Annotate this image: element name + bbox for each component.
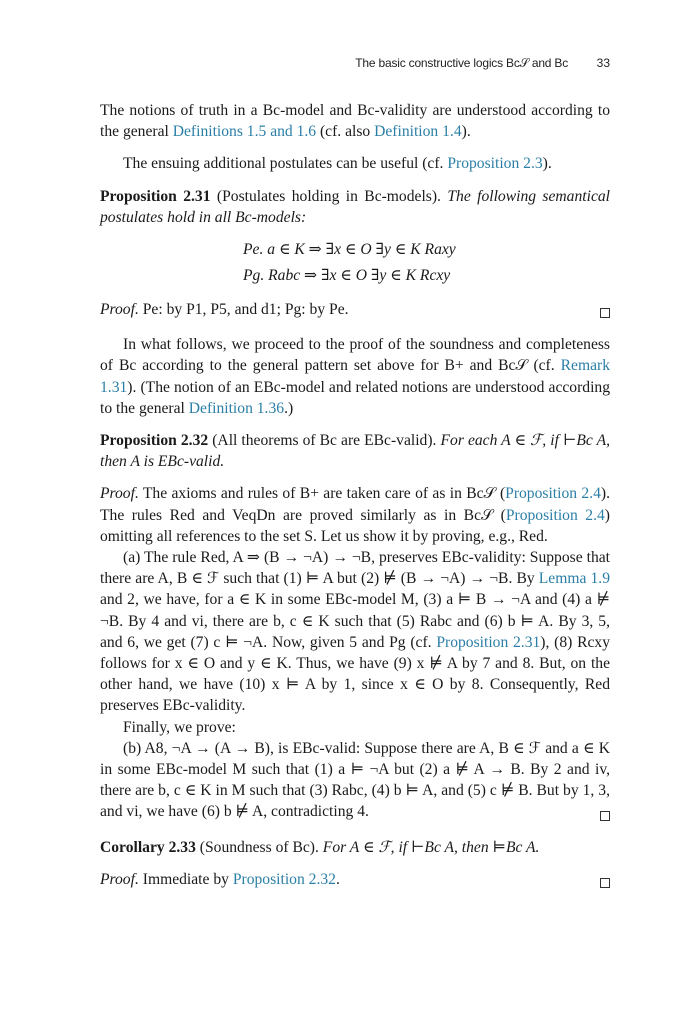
link-definition-1-4[interactable]: Definition 1.4	[374, 123, 462, 141]
page-number: 33	[596, 56, 610, 70]
postulates-display	[100, 237, 610, 289]
proof-part-a: (a) The rule Red, A ⇒ (B → ¬A) → ¬B, preserves EBc-validity: Suppose that there are A, B ∈ ℱ such that (1) ⊨ A but (2) ⊭ (B → ¬A) → ¬B. By Lemma 1.9 and 2, we have, for a ∈ K in some EBc-model M, (3) a ⊨ B → ¬A and (4) a ⊭ ¬B. By 4 and vi, there are b, c ∈ K such that (5) Rabc and (6) b ⊨ A. By 3, 5, and 6, we get (7) c ⊨ ¬A. Now, given 5 and Pg (cf. Proposition 2.31), (8) Rcxy follows for x ∈ O and y ∈ K. Thus, we have (9) x ⊭ A by 7 and 8. But, on the other hand, we have (10) x ⊨ A by 1, since x ∈ O by 8. Consequently, Red preserves EBc-validity.	[100, 549, 610, 715]
finally-line: Finally, we prove:	[123, 718, 236, 736]
postulate-pg: Pg. Rabc ⇒ ∃x ∈ O ∃y ∈ K Rcxy	[243, 267, 451, 285]
corollary-2-33-label: Corollary 2.33	[100, 838, 196, 856]
proof-part-b: (b) A8, ¬A → (A → B), is EBc-valid: Suppose there are A, B ∈ ℱ and a ∈ K in some EBc-model M such that (1) a ⊨ ¬A but (2) a ⊭ A → B. By 2 and iv, there are b, c ∈ K in M such that (3) Rabc, (4) b ⊨ A, and (5) c ⊭ B. But by 1, 3, and vi, we have (6) b ⊭ A, contradicting 4.	[100, 739, 610, 821]
proof-prop-2-32: Proof. The axioms and rules of B+ are taken care of as in Bc𝒮 (Proposition 2.4). The rules Red and VeqDn are proved similarly as in Bc𝒮 (Proposition 2.4) omitting all references to the set S. Let us show it by proving, e.g., Red.	[100, 485, 610, 545]
link-lemma-1-9[interactable]: Lemma 1.9	[538, 570, 610, 588]
link-proposition-2-3[interactable]: Proposition 2.3	[447, 155, 543, 173]
link-remark-1-31[interactable]: Remark 1.31	[100, 357, 610, 396]
link-definitions-1-5-1-6[interactable]: Definitions 1.5 and 1.6	[172, 123, 317, 141]
link-proposition-2-4-a[interactable]: Proposition 2.4	[505, 485, 601, 503]
paragraph-ensuing-postulates: The ensuing additional postulates can be useful (cf. Proposition 2.3).	[123, 155, 552, 173]
corollary-2-33: Corollary 2.33 (Soundness of Bc). For A ∈ ℱ, if ⊢Bc A, then ⊨Bc A.	[100, 838, 540, 856]
proposition-2-32: Proposition 2.32 (All theorems of Bc are EBc-valid). For each A ∈ ℱ, if ⊢Bc A, then A is EBc-valid.	[100, 432, 611, 471]
page-header	[0, 56, 682, 76]
paragraph-soundness-intro: In what follows, we proceed to the proof of the soundness and completeness of Bc according to the general pattern set above for B+ and Bc𝒮 (cf. Remark 1.31). (The notion of an EBc-model and related notions are understood according to the general Definition 1.36.)	[100, 336, 610, 417]
running-head: The basic constructive logics Bc𝒮 and Bc	[355, 56, 568, 70]
link-proposition-2-4-b[interactable]: Proposition 2.4	[505, 506, 605, 524]
proof-corollary-2-33: Proof. Immediate by Proposition 2.32.	[100, 869, 610, 890]
paragraph-truth-notions: The notions of truth in a Bc-model and Bc-validity are understood according to the general Definitions 1.5 and 1.6 (cf. also Definition 1.4).	[100, 102, 610, 141]
proposition-2-31-label: Proposition 2.31	[100, 187, 211, 205]
link-definition-1-36[interactable]: Definition 1.36	[188, 399, 285, 417]
qed-square-icon	[600, 811, 610, 821]
postulate-pe: Pe. a ∈ K ⇒ ∃x ∈ O ∃y ∈ K Raxy	[243, 241, 456, 259]
qed-square-icon	[600, 308, 610, 318]
link-proposition-2-31[interactable]: Proposition 2.31	[436, 633, 541, 651]
proposition-2-31: Proposition 2.31 (Postulates holding in Bc-models). The following semantical postulates hold in all Bc-models:	[100, 187, 610, 226]
proof-prop-2-31: Proof. Pe: by P1, P5, and d1; Pg: by Pe.	[100, 299, 610, 320]
page-body	[100, 100, 610, 890]
qed-square-icon	[600, 878, 610, 888]
link-proposition-2-32[interactable]: Proposition 2.32	[232, 870, 336, 888]
proposition-2-32-label: Proposition 2.32	[100, 432, 209, 450]
